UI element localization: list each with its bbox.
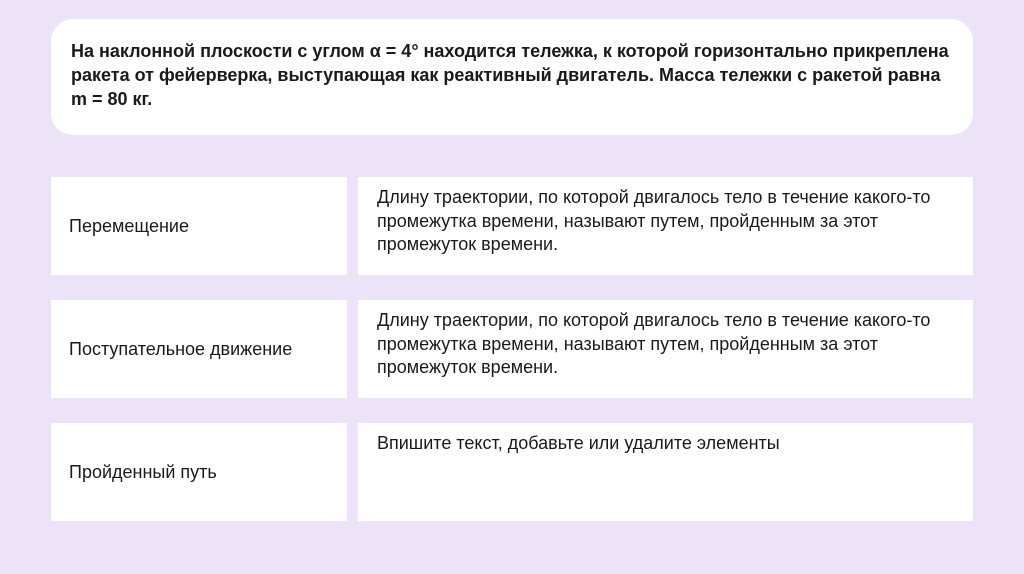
definition-cell[interactable] [358,300,973,398]
term-cell[interactable] [51,423,347,521]
term-row-1 [51,177,973,275]
term-row-2 [51,300,973,398]
term-label: Перемещение [69,215,189,236]
term-cell[interactable] [51,300,347,398]
problem-text: На наклонной плоскости с углом α = 4° находится тележка, к которой горизонтально прикреплена ракета от фейерверка, выступающая как реактивный двигатель. Масса тележки с ракетой равна m = 80 кг. [71,41,949,109]
definition-text: Длину траектории, по которой двигалось тело в течение какого-то промежутка времени, называют путем, пройденным за этот промежуток времени. [377,187,931,254]
definition-cell[interactable] [358,177,973,275]
definition-text: Впишите текст, добавьте или удалите элементы [377,433,780,453]
definition-cell[interactable] [358,423,973,521]
term-label: Поступательное движение [69,338,293,359]
term-label: Пройденный путь [69,461,217,482]
term-row-3 [51,423,973,521]
problem-card [51,19,973,135]
definition-text: Длину траектории, по которой двигалось тело в течение какого-то промежутка времени, называют путем, пройденным за этот промежуток времени. [377,310,931,377]
term-cell[interactable] [51,177,347,275]
